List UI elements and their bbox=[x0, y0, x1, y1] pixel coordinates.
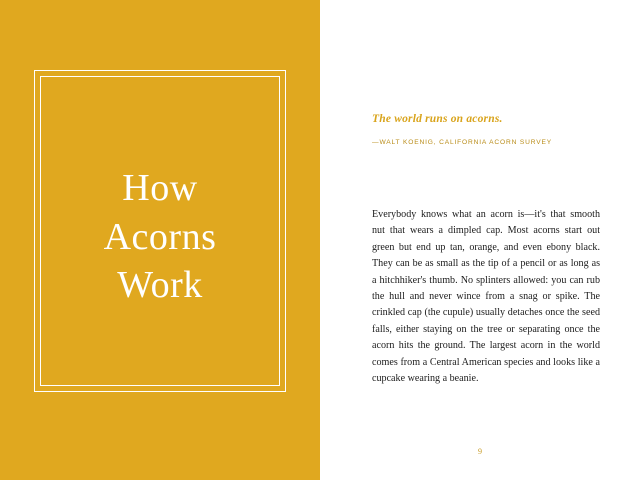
epigraph-block bbox=[372, 113, 602, 146]
chapter-title-line-3: Work bbox=[117, 264, 203, 307]
body-paragraph: Everybody knows what an acorn is—it's that smooth nut that wears a dimpled cap. Most acorns start out green but end up tan, orange, and even ebony black. They can be as small as the tip of a pencil or as long as a hitchhiker's thumb. No splinters allowed: you can rub the hull and never wince from a snag or spike. The crinkled cap (the cupule) usually detaches once the seed falls, either staying on the tree or separating once the acorn hits the ground. The largest acorn in the world comes from a Central American species and looks like a cupcake wearing a beanie. bbox=[372, 209, 600, 385]
page-number: 9 bbox=[478, 447, 482, 456]
chapter-title-line-1: How bbox=[122, 167, 198, 210]
epigraph-quote: The world runs on acorns. bbox=[372, 113, 503, 125]
chapter-title bbox=[45, 164, 275, 310]
epigraph-source: —WALT KOENIG, CALIFORNIA ACORN SURVEY bbox=[372, 139, 552, 146]
chapter-title-line-2: Acorns bbox=[103, 215, 217, 258]
